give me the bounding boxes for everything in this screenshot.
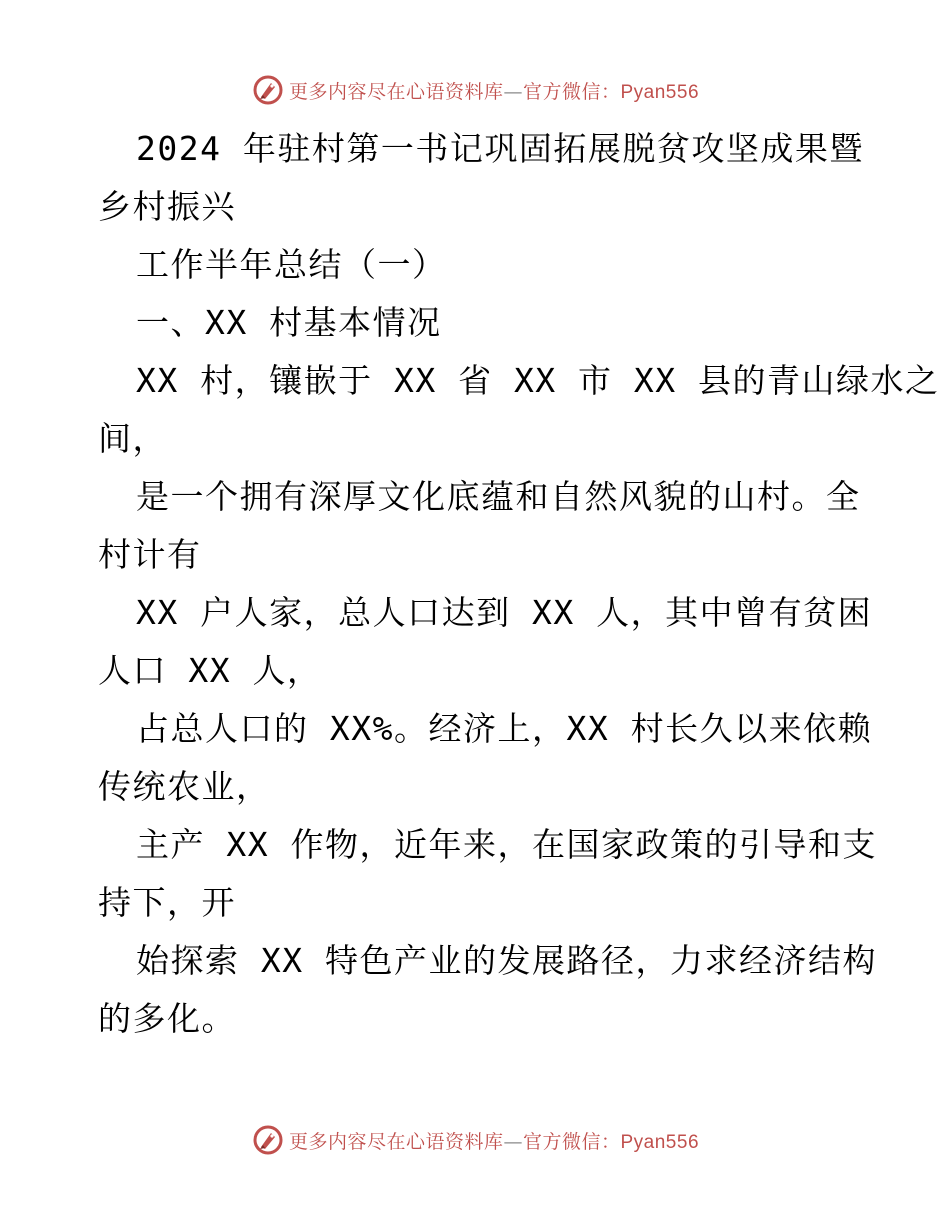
- doc-line: 占总人口的 XX%。经济上，XX 村长久以来依赖: [136, 709, 873, 748]
- document-body: [98, 120, 940, 1048]
- doc-line: 村计有: [98, 535, 202, 574]
- doc-line: 工作半年总结（一）: [136, 245, 447, 284]
- doc-line: 传统农业，: [98, 767, 271, 806]
- watermark-text: 更多内容尽在心语资料库—官方微信：Pyan556: [288, 1130, 700, 1153]
- watermark-text: 更多内容尽在心语资料库—官方微信：Pyan556: [288, 80, 700, 103]
- doc-line: 乡村振兴: [98, 187, 236, 226]
- doc-line: 主产 XX 作物，近年来，在国家政策的引导和支: [136, 825, 877, 864]
- doc-line: 2024 年驻村第一书记巩固拓展脱贫攻坚成果暨: [136, 129, 864, 168]
- doc-line: 人口 XX 人，: [98, 651, 322, 690]
- doc-line: 始探索 XX 特色产业的发展路径，力求经济结构: [136, 941, 877, 980]
- doc-line: XX 村，镶嵌于 XX 省 XX 市 XX 县的青山绿水之: [136, 361, 940, 400]
- doc-line: 的多化。: [98, 999, 236, 1038]
- pen-nib-logo-icon: [251, 1123, 285, 1157]
- doc-line: 间，: [98, 419, 167, 458]
- doc-line: XX 户人家，总人口达到 XX 人，其中曾有贫困: [136, 593, 873, 632]
- section-heading: 一、XX 村基本情况: [136, 303, 442, 342]
- header-watermark: [0, 70, 950, 110]
- doc-line: 持下，开: [98, 883, 236, 922]
- footer-watermark: [0, 1120, 950, 1160]
- pen-nib-logo-icon: [251, 73, 285, 107]
- doc-line: 是一个拥有深厚文化底蕴和自然风貌的山村。全: [136, 477, 861, 516]
